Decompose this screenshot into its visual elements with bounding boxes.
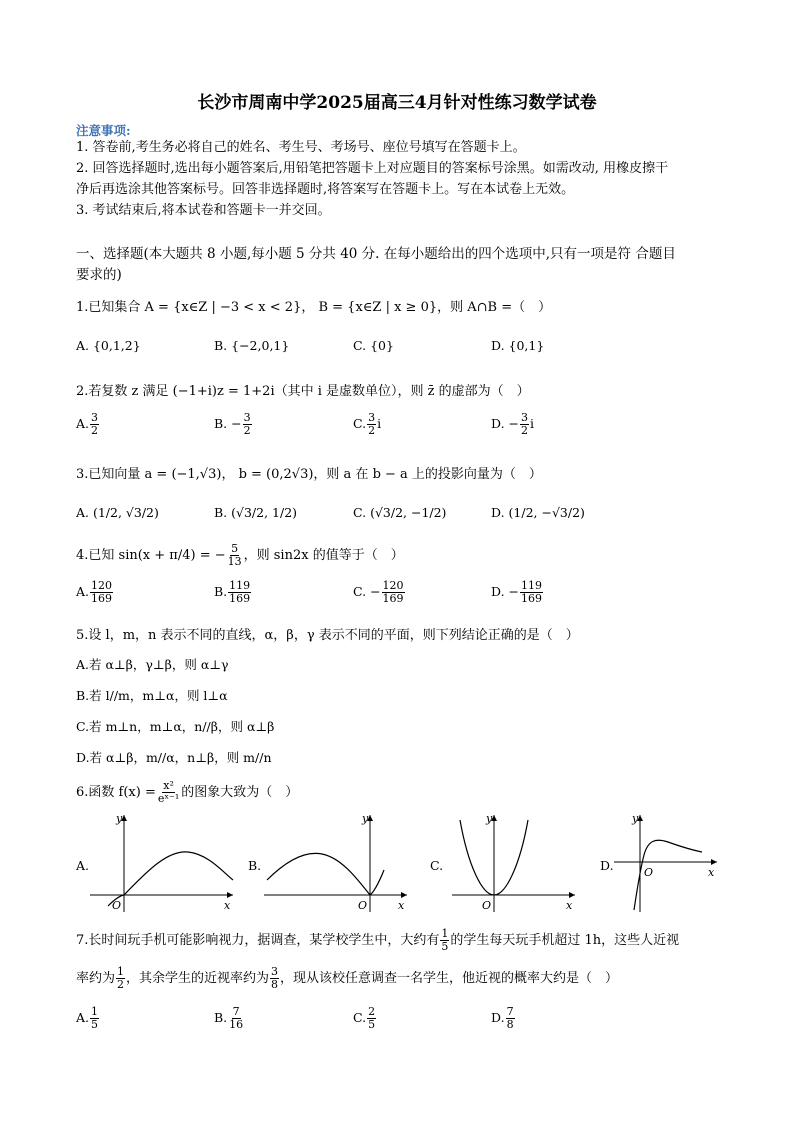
q4-option-a: A. $\frac{120}{169}$ <box>76 579 113 605</box>
notice-heading: 注意事项: <box>76 123 131 138</box>
q3-option-a: A. (1/2, √3/2) <box>76 505 159 520</box>
svg-text:x: x <box>708 866 715 879</box>
q1-option-b: B. {−2,0,1} <box>214 338 290 353</box>
svg-text:y: y <box>362 812 369 825</box>
question-2-stem: 2.若复数 z 满足 (−1+i)z = 1+2i（其中 i 是虚数单位），则 z̄ 的虚部为（ ） <box>76 384 530 399</box>
q3-option-b: B. (√3/2, 1/2) <box>214 505 298 520</box>
svg-text:x: x <box>224 899 231 912</box>
section-heading: 一、选择题(本大题共 8 小题,每小题 5 分共 40 分. 在每小题给出的四个选项中,只有一项是符 合题目 <box>76 246 676 262</box>
q2-option-b: B. − $\frac{3}{2}$ <box>214 411 251 437</box>
q6-graph-a <box>88 810 238 915</box>
q1-option-d: D. {0,1} <box>491 338 545 353</box>
notice-item-2: 2. 回答选择题时,选出每小题答案后,用铅笔把答题卡上对应题目的答案标号涂黑。如需改动, 用橡皮擦干 <box>76 161 669 176</box>
q6-graph-d <box>612 810 722 915</box>
section-heading-cont: 要求的) <box>76 267 122 283</box>
svg-text:y: y <box>486 812 493 825</box>
q3-option-c: C. (√3/2, −1/2) <box>353 505 447 520</box>
q5-option-c: C.若 m⊥n，m⊥α，n//β，则 α⊥β <box>76 719 275 734</box>
q6-option-b: B. <box>248 858 262 873</box>
q4-option-c: C. − $\frac{120}{169}$ <box>353 579 404 605</box>
q2-option-c: C. $\frac{3}{2}$ i <box>353 411 382 437</box>
q6-option-a: A. <box>76 858 90 873</box>
notice-item-3: 3. 考试结束后,将本试卷和答题卡一并交回。 <box>76 203 331 218</box>
q3-option-d: D. (1/2, −√3/2) <box>491 505 585 520</box>
notice-item-1: 1. 答卷前,考生务必将自己的姓名、考生号、考场号、座位号填写在答题卡上。 <box>76 140 526 155</box>
q2-option-a: A. $\frac{3}{2}$ <box>76 411 99 437</box>
svg-text:O: O <box>358 899 368 912</box>
q6-graph-b <box>262 810 412 915</box>
q7-option-c: C. $\frac{2}{5}$ <box>353 1005 376 1031</box>
q5-option-d: D.若 α⊥β，m//α，n⊥β，则 m//n <box>76 750 272 765</box>
page-title: 长沙市周南中学2025届高三4月针对性练习数学试卷 <box>197 93 597 113</box>
question-7-stem-line2: 率约为 $\frac{1}{2}$ ，其余学生的近视率约为 $\frac{3}{8}$ ，现从该校任意调查一名学生，他近视的概率大约是（ ） <box>76 965 619 991</box>
question-3-stem: 3.已知向量 a = (−1,√3)， b = (0,2√3)，则 a 在 b − a 上的投影向量为（ ） <box>76 467 542 482</box>
svg-text:O: O <box>112 899 122 912</box>
q7-option-d: D. $\frac{7}{8}$ <box>491 1005 514 1031</box>
svg-text:x: x <box>566 899 573 912</box>
svg-text:O: O <box>644 866 654 879</box>
svg-text:y: y <box>116 812 123 825</box>
q1-option-a: A. {0,1,2} <box>76 338 141 353</box>
q6-option-c: C. <box>430 858 444 873</box>
q4-option-b: B. $\frac{119}{169}$ <box>214 579 251 605</box>
q7-option-a: A. $\frac{1}{5}$ <box>76 1005 99 1031</box>
q6-option-d: D. <box>600 858 614 873</box>
q1-option-c: C. {0} <box>353 338 394 353</box>
svg-text:y: y <box>632 812 639 825</box>
question-7-stem-line1: 7.长时间玩手机可能影响视力，据调查，某学校学生中，大约有 $\frac{1}{5}$ 的学生每天玩手机超过 1h，这些人近视 <box>76 927 680 953</box>
q7-option-b: B. $\frac{7}{16}$ <box>214 1005 244 1031</box>
q2-option-d: D. − $\frac{3}{2}$ i <box>491 411 534 437</box>
q5-option-a: A.若 α⊥β，γ⊥β，则 α⊥γ <box>76 657 229 672</box>
svg-text:x: x <box>398 899 405 912</box>
q5-option-b: B.若 l//m，m⊥α，则 l⊥α <box>76 688 228 703</box>
svg-text:O: O <box>482 899 492 912</box>
q6-graph-c <box>450 810 580 915</box>
q4-option-d: D. − $\frac{119}{169}$ <box>491 579 542 605</box>
question-6-stem: 6.函数 f(x) = $\frac{\text{x²}}{\text{eˣ⁻¹}}$ 的图象大致为（ ） <box>76 779 299 805</box>
notice-item-2-cont: 净后再选涂其他答案标号。回答非选择题时,将答案写在答题卡上。写在本试卷上无效。 <box>76 182 575 197</box>
question-4-stem: 4.已知 sin(x + π/4) = − $\frac{5}{13}$ ，则 sin2x 的值等于（ ） <box>76 542 404 568</box>
question-1-stem: 1.已知集合 A = {x∈Z | −3 < x < 2}， B = {x∈Z | x ≥ 0}，则 A∩B =（ ） <box>76 300 552 315</box>
question-5-stem: 5.设 l，m，n 表示不同的直线，α，β，γ 表示不同的平面，则下列结论正确的是（ ） <box>76 628 579 643</box>
